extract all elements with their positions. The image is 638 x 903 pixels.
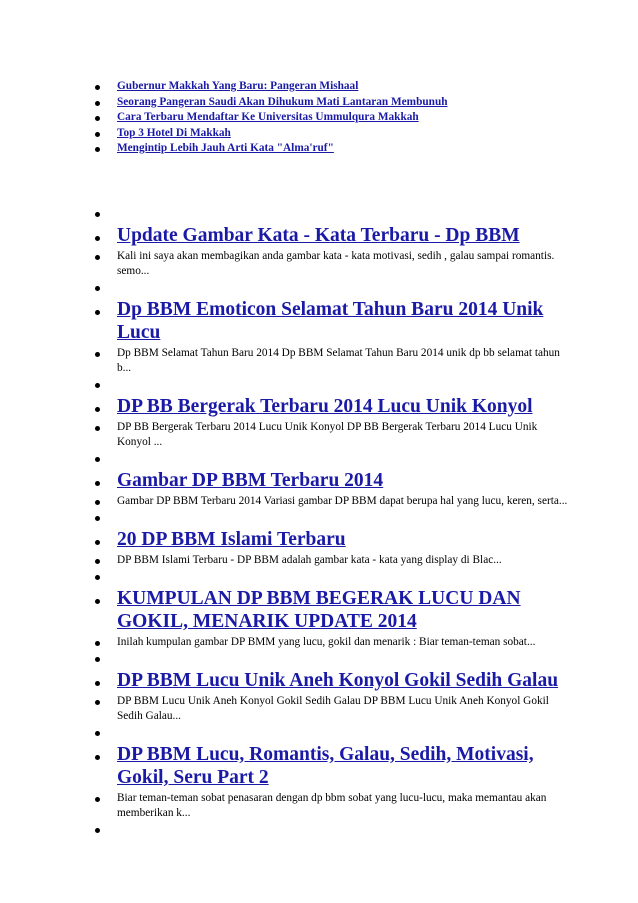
- bullet-icon: [95, 540, 100, 545]
- post-snippet: Biar teman-teman sobat penasaran dengan dp bbm sobat yang lucu-lucu, maka memantau akan memberikan k...: [117, 792, 547, 819]
- post-title-link[interactable]: DP BB Bergerak Terbaru 2014 Lucu Unik Konyol: [117, 396, 533, 417]
- post-snippet-item: [0, 553, 638, 568]
- empty-list-item: [0, 821, 638, 838]
- empty-list-item: [0, 724, 638, 741]
- bullet-icon: [95, 212, 100, 217]
- post-snippet: Gambar DP BBM Terbaru 2014 Variasi gambar DP BBM dapat berupa hal yang lucu, keren, serta...: [117, 495, 568, 507]
- post-title-item: [0, 222, 638, 249]
- bullet-icon: [95, 828, 100, 833]
- related-link[interactable]: Top 3 Hotel Di Makkah: [117, 126, 231, 139]
- post-snippet: DP BBM Lucu Unik Aneh Konyol Gokil Sedih Galau DP BBM Lucu Unik Aneh Konyol Gokil Sedih Galau...: [117, 695, 549, 722]
- post-title-link[interactable]: DP BBM Lucu, Romantis, Galau, Sedih, Motivasi, Gokil, Seru Part 2: [117, 744, 534, 788]
- bullet-icon: [95, 755, 100, 760]
- post-snippet: Inilah kumpulan gambar DP BMM yang lucu, gokil dan menarik : Biar teman-teman sobat...: [117, 636, 536, 648]
- list-item: [0, 79, 638, 95]
- post-snippet-item: [0, 791, 638, 821]
- bullet-icon: [95, 481, 100, 486]
- post-title-link[interactable]: 20 DP BBM Islami Terbaru: [117, 529, 346, 550]
- post-title-link[interactable]: Dp BBM Emoticon Selamat Tahun Baru 2014 Unik Lucu: [117, 299, 544, 343]
- post-snippet-item: [0, 694, 638, 724]
- bullet-icon: [95, 457, 100, 462]
- list-item: [0, 126, 638, 142]
- bullet-icon: [95, 599, 100, 604]
- post-title-item: [0, 667, 638, 694]
- empty-list-item: [0, 650, 638, 667]
- post-snippet: DP BB Bergerak Terbaru 2014 Lucu Unik Konyol DP BB Bergerak Terbaru 2014 Lucu Unik Konyol ...: [117, 421, 538, 448]
- post-snippet-item: [0, 249, 638, 279]
- post-snippet: Kali ini saya akan membagikan anda gambar kata - kata motivasi, sedih , galau sampai romantis. semo...: [117, 250, 555, 277]
- post-title-item: [0, 393, 638, 420]
- bullet-icon: [95, 116, 100, 121]
- bullet-icon: [95, 700, 100, 705]
- bullet-icon: [95, 407, 100, 412]
- bullet-icon: [95, 641, 100, 646]
- bullet-icon: [95, 286, 100, 291]
- bullet-icon: [95, 147, 100, 152]
- post-feed: [0, 205, 638, 838]
- bullet-icon: [95, 352, 100, 357]
- related-link[interactable]: Seorang Pangeran Saudi Akan Dihukum Mati Lantaran Membunuh: [117, 95, 448, 108]
- post-title-link[interactable]: DP BBM Lucu Unik Aneh Konyol Gokil Sedih Galau: [117, 670, 559, 691]
- post-snippet: DP BBM Islami Terbaru - DP BBM adalah gambar kata - kata yang display di Blac...: [117, 554, 502, 566]
- post-snippet: Dp BBM Selamat Tahun Baru 2014 Dp BBM Selamat Tahun Baru 2014 unik dp bb selamat tahun b...: [117, 347, 560, 374]
- bullet-icon: [95, 310, 100, 315]
- bullet-icon: [95, 500, 100, 505]
- bullet-icon: [95, 797, 100, 802]
- bullet-icon: [95, 236, 100, 241]
- post-title-item: [0, 467, 638, 494]
- bullet-icon: [95, 559, 100, 564]
- post-snippet-item: [0, 494, 638, 509]
- list-item: [0, 110, 638, 126]
- post-title-link[interactable]: KUMPULAN DP BBM BEGERAK LUCU DAN GOKIL, MENARIK UPDATE 2014: [117, 588, 521, 632]
- bullet-icon: [95, 516, 100, 521]
- bullet-icon: [95, 101, 100, 106]
- post-title-item: [0, 741, 638, 791]
- bullet-icon: [95, 657, 100, 662]
- list-item: [0, 141, 638, 157]
- post-title-item: [0, 526, 638, 553]
- bullet-icon: [95, 132, 100, 137]
- list-item: [0, 95, 638, 111]
- related-links-list: [0, 79, 638, 157]
- empty-list-item: [0, 376, 638, 393]
- empty-list-item: [0, 279, 638, 296]
- related-link[interactable]: Cara Terbaru Mendaftar Ke Universitas Ummulqura Makkah: [117, 111, 419, 123]
- post-snippet-item: [0, 420, 638, 450]
- post-title-link[interactable]: Update Gambar Kata - Kata Terbaru - Dp BBM: [117, 225, 520, 246]
- bullet-icon: [95, 85, 100, 90]
- empty-list-item: [0, 509, 638, 526]
- bullet-icon: [95, 426, 100, 431]
- post-snippet-item: [0, 346, 638, 376]
- empty-list-item: [0, 450, 638, 467]
- bullet-icon: [95, 383, 100, 388]
- post-title-item: [0, 296, 638, 346]
- related-link[interactable]: Mengintip Lebih Jauh Arti Kata "Alma'ruf": [117, 142, 334, 154]
- bullet-icon: [95, 731, 100, 736]
- related-link[interactable]: Gubernur Makkah Yang Baru: Pangeran Mishaal: [117, 80, 359, 92]
- post-title-link[interactable]: Gambar DP BBM Terbaru 2014: [117, 470, 384, 491]
- empty-list-item: [0, 568, 638, 585]
- empty-list-item: [0, 205, 638, 222]
- bullet-icon: [95, 255, 100, 260]
- post-title-item: [0, 585, 638, 635]
- post-snippet-item: [0, 635, 638, 650]
- bullet-icon: [95, 681, 100, 686]
- bullet-icon: [95, 575, 100, 580]
